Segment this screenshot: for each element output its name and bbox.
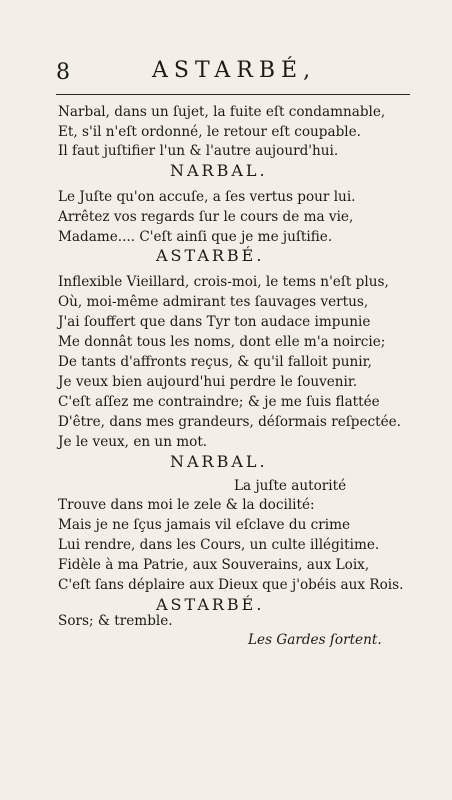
verse-line: Il faut juſtifier l'un & l'autre aujourd'hui.	[58, 143, 339, 159]
verse-line: Me donnât tous les noms, dont elle m'a noircie;	[58, 334, 386, 350]
verse-line: De tants d'affronts reçus, & qu'il falloit punir,	[58, 354, 372, 370]
verse-line: Et, s'il n'eſt ordonné, le retour eſt coupable.	[58, 124, 361, 140]
verse-line: Je le veux, en un mot.	[58, 434, 208, 450]
verse-line: Mais je ne ſçus jamais vil eſclave du crime	[58, 517, 351, 533]
verse-line: D'être, dans mes grandeurs, déſormais reſpectée.	[58, 414, 402, 430]
verse-line: Fidèle à ma Patrie, aux Souverains, aux Loix,	[58, 557, 370, 573]
verse-line: Le Juſte qu'on accuſe, a ſes vertus pour lui.	[58, 189, 356, 205]
verse-line: Sors; & tremble.	[58, 613, 173, 629]
page-number: 8	[56, 60, 70, 85]
verse-line: Inflexible Vieillard, crois-moi, le tems n'eſt plus,	[58, 274, 389, 290]
verse-line: Madame.... C'eſt ainſi que je me juſtifie.	[58, 229, 333, 245]
speaker-name: NARBAL.	[170, 452, 268, 471]
verse-line: Où, moi-même admirant tes ſauvages vertus,	[58, 294, 369, 310]
running-title: ASTARBÉ,	[152, 58, 317, 83]
speaker-name: ASTARBÉ.	[156, 595, 265, 614]
verse-line: Arrêtez vos regards ſur le cours de ma vie,	[58, 209, 354, 225]
speaker-name: ASTARBÉ.	[156, 246, 265, 265]
verse-line: Trouve dans moi le zele & la docilité:	[58, 497, 315, 513]
verse-line: Lui rendre, dans les Cours, un culte illégitime.	[58, 537, 380, 553]
speaker-name: NARBAL.	[170, 161, 268, 180]
verse-line: J'ai ſouffert que dans Tyr ton audace impunie	[58, 314, 371, 330]
verse-line: La juſte autorité	[234, 478, 347, 494]
verse-line: Je veux bien aujourd'hui perdre le ſouvenir.	[58, 374, 358, 390]
stage-direction: Les Gardes ſortent.	[248, 632, 382, 648]
verse-line: C'eſt ſans déplaire aux Dieux que j'obéis aux Rois.	[58, 577, 404, 593]
verse-line: C'eſt aſſez me contraindre; & je me ſuis flattée	[58, 394, 380, 410]
verse-line: Narbal, dans un ſujet, la fuite eſt condamnable,	[58, 104, 386, 120]
